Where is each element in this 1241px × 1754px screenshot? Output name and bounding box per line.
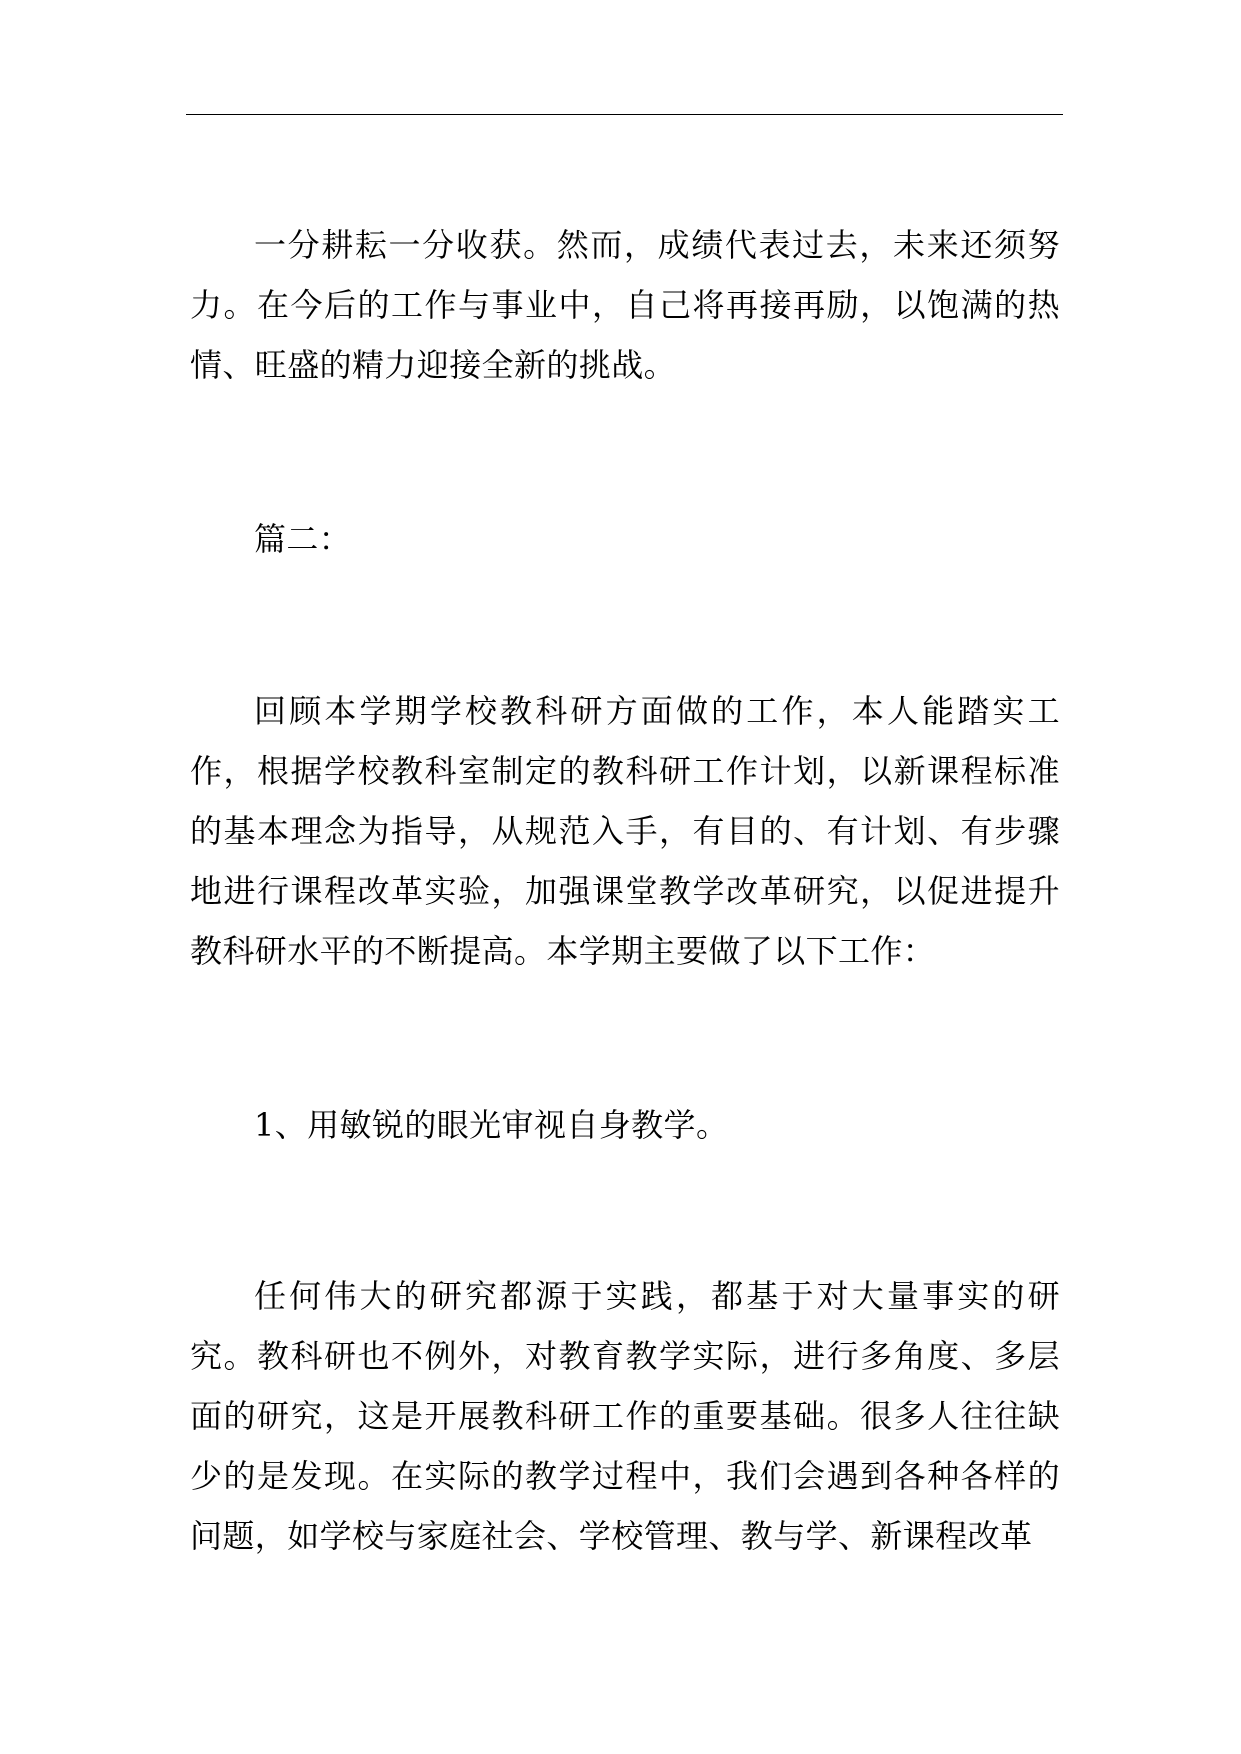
header-rule bbox=[186, 114, 1063, 115]
paragraph-research: 任何伟大的研究都源于实践，都基于对大量事实的研究。教科研也不例外，对教育教学实际，进行多角度、多层面的研究，这是开展教科研工作的重要基础。很多人往往缺少的是发现。在实际的教学过程中，我们会遇到各种各样的问题，如学校与家庭社会、学校管理、教与学、新课程改革 bbox=[190, 1277, 1060, 1555]
section-heading: 篇二： bbox=[254, 520, 352, 558]
paragraph-conclusion: 一分耕耘一分收获。然而，成绩代表过去，未来还须努力。在今后的工作与事业中，自己将再接再励，以饱满的热情、旺盛的精力迎接全新的挑战。 bbox=[190, 226, 1060, 384]
list-item-heading: 1、用敏锐的眼光审视自身教学。 bbox=[254, 1106, 729, 1144]
paragraph-review: 回顾本学期学校教科研方面做的工作，本人能踏实工作，根据学校教科室制定的教科研工作计划，以新课程标准的基本理念为指导，从规范入手，有目的、有计划、有步骤地进行课程改革实验，加强课堂教学改革研究，以促进提升教科研水平的不断提高。本学期主要做了以下工作： bbox=[190, 692, 1060, 970]
